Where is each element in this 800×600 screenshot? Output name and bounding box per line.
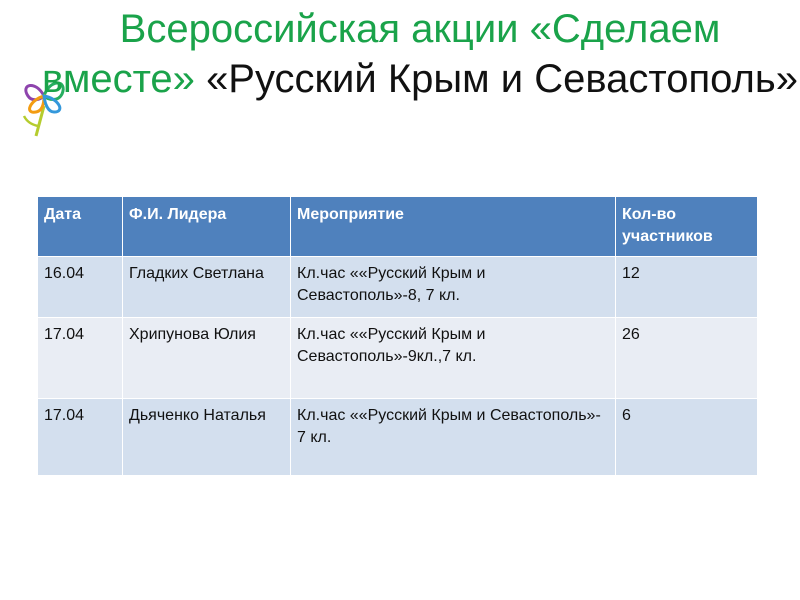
title-green-part: Всероссийская акции «Сделаем вместе» xyxy=(42,7,721,101)
title-black-part: «Русский Крым и Севастополь» xyxy=(206,57,798,101)
header-date: Дата xyxy=(38,197,123,257)
cell-leader: Гладких Светлана xyxy=(123,257,291,318)
header-leader: Ф.И. Лидера xyxy=(123,197,291,257)
cell-event: Кл.час ««Русский Крым и Севастополь»-8, 7 кл. xyxy=(291,257,616,318)
cell-participants: 26 xyxy=(616,318,758,399)
table-row xyxy=(38,318,758,399)
cell-event: Кл.час ««Русский Крым и Севастополь»-9кл.,7 кл. xyxy=(291,318,616,399)
cell-event: Кл.час ««Русский Крым и Севастополь»- 7 кл. xyxy=(291,399,616,476)
participants-table xyxy=(37,196,758,476)
cell-date: 16.04 xyxy=(38,257,123,318)
table-row xyxy=(38,257,758,318)
cell-leader: Дьяченко Наталья xyxy=(123,399,291,476)
cell-participants: 6 xyxy=(616,399,758,476)
header-event: Мероприятие xyxy=(291,197,616,257)
table-header-row xyxy=(38,197,758,257)
table-row xyxy=(38,399,758,476)
page-title xyxy=(40,4,800,104)
cell-participants: 12 xyxy=(616,257,758,318)
cell-leader: Хрипунова Юлия xyxy=(123,318,291,399)
cell-date: 17.04 xyxy=(38,318,123,399)
cell-date: 17.04 xyxy=(38,399,123,476)
header-participants: Кол-во участников xyxy=(616,197,758,257)
